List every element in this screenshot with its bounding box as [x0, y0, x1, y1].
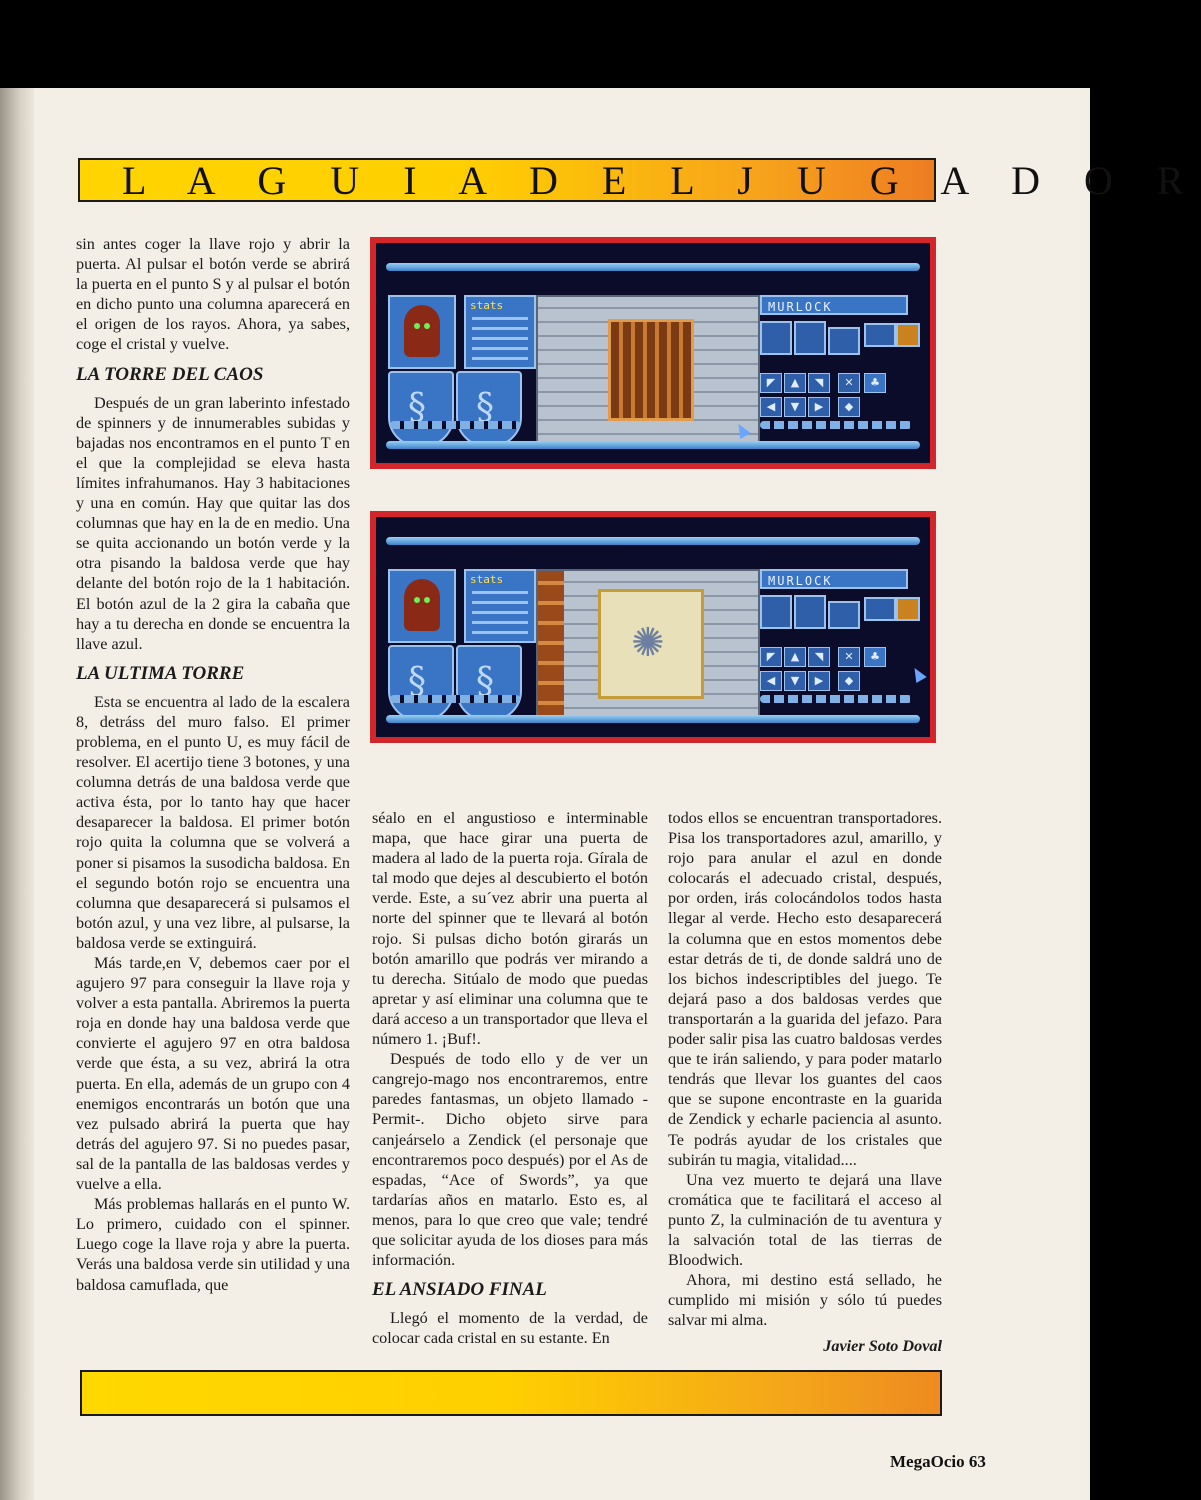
turn-left-icon: ◤ [760, 647, 782, 667]
book-icon [794, 321, 826, 355]
page-gutter [0, 88, 34, 1500]
book-icon [794, 595, 826, 629]
section-banner [78, 157, 1201, 203]
stats-panel [464, 295, 536, 369]
book-icon [760, 321, 792, 355]
author-signature: Javier Soto Doval [823, 1337, 942, 1356]
eye-icon [424, 323, 430, 329]
eye-icon [424, 597, 430, 603]
subheading: LA TORRE DEL CAOS [76, 363, 264, 385]
back-icon: ▼ [784, 397, 806, 417]
text-column-2 [372, 808, 648, 1348]
keys-icon [864, 323, 896, 347]
movement-arrows [760, 647, 920, 691]
chain-icon [760, 695, 912, 703]
section-title: L A G U I A D E L J U G A D O R [122, 157, 1201, 203]
hooded-figure-icon [404, 305, 440, 357]
paragraph: Más problemas hallarás en el punto W. Lo primero, cuidado con el spinner. Luego coge la llave roja y abre la puerta. Verás una baldosa verde sin utilidad y una baldosa camuflada, que [76, 1195, 350, 1294]
right-icon: ▶ [808, 397, 830, 417]
paragraph: Una vez muerto te dejará una llave cromática que te facilitará el acceso al punto Z, la culminación de tu aventura y la salvación total de las tierras de Bloodwich. [668, 1170, 942, 1270]
paragraph: Más tarde,en V, debemos caer por el agujero 97 para conseguir la llave roja y volver a esta pantalla. Abriremos la puerta roja en donde hay una baldosa verde que convierte el agujero 97 en otra baldosa verde que ésta, a su vez, abrirá la otra puerta. En ella, además de un grupo con 4 enemigos encontrarás un botón que una vez pulsado abrirá la puerta que hay detrás del agujero 97. Si no puedes pasar, sal de la pantalla de las baldosas verdes y vuelve a ella. [76, 954, 350, 1194]
game-screen [376, 243, 930, 463]
dungeon-wall [536, 569, 760, 723]
scroll-icon [828, 601, 860, 629]
turn-right-icon: ◥ [808, 647, 830, 667]
keys-icon [864, 597, 896, 621]
inventory-icons [760, 595, 920, 643]
book-icon [760, 595, 792, 629]
wooden-door-icon [608, 319, 694, 421]
cancel-icon: ✕ [838, 373, 860, 393]
game-screenshot-1 [370, 237, 936, 469]
subheading: EL ANSIADO FINAL [372, 1279, 547, 1301]
chain-icon [390, 421, 520, 429]
paragraph: Llegó el momento de la verdad, de colocar cada cristal en su estante. En [372, 1309, 648, 1348]
inventory-icons [760, 321, 920, 369]
character-name: MURLOCK [760, 295, 908, 315]
character-name: MURLOCK [760, 569, 908, 589]
right-icon: ▶ [808, 671, 830, 691]
movement-arrows [760, 373, 920, 417]
left-icon: ◀ [760, 397, 782, 417]
chest-icon [896, 323, 920, 347]
chain-icon [760, 421, 912, 429]
chain-icon [390, 695, 520, 703]
footer-bar [80, 1370, 942, 1416]
eye-icon [414, 597, 420, 603]
shield-icon [388, 371, 454, 447]
turn-right-icon: ◥ [808, 373, 830, 393]
text-column-3 [668, 808, 942, 1357]
hooded-figure-icon [404, 579, 440, 631]
left-icon: ◀ [760, 671, 782, 691]
game-screen [376, 517, 930, 737]
subheading: LA ULTIMA TORRE [76, 662, 245, 684]
shield-icon [456, 645, 522, 721]
turn-left-icon: ◤ [760, 373, 782, 393]
cancel-icon: ✕ [838, 647, 860, 667]
back-icon: ▼ [784, 671, 806, 691]
top-bar [386, 537, 920, 545]
paragraph: Después de un gran laberinto infestado de spinners y de innumerables subidas y bajadas nos encontramos en el punto T en el que la complejidad se eleva hasta límites infrahumanos. Hay 3 habitaciones y una en común. Hay que quitar las dos columnas que hay en la de en medio. Una se quita accionando un botón verde y la otra pisando la baldosa verde que hay delante del botón rojo de la 1 habitación. El botón azul de la 2 gira la cabaña que hay a tu derecha en donde se encuentra la llave azul. [76, 393, 350, 653]
brick-wall-icon [538, 571, 564, 721]
paragraph: Después de todo ello y de ver un cangrejo-mago nos encontraremos, entre paredes fantasmas, un objeto llamado -Permit-. Dicho objeto sirve para canjeárselo a Zendick (el personaje que encontraremos poco después) por el As de espadas, “Ace of Swords”, ya que tardarías años en matarlo. Esto es, al menos, para lo que creo que vale; tendré que solicitar ayuda de los dioses para más información. [372, 1050, 648, 1270]
stats-label: stats [470, 299, 504, 312]
chest-icon [896, 597, 920, 621]
bottom-bar [386, 715, 920, 723]
text-column-1 [76, 234, 350, 1295]
shield-icon [456, 371, 522, 447]
forward-icon: ▲ [784, 647, 806, 667]
eye-icon [414, 323, 420, 329]
character-portrait [388, 295, 456, 369]
forward-icon: ▲ [784, 373, 806, 393]
paragraph: todos ellos se encuentran transportadores. Pisa los transportadores azul, amarillo, y rojo para anular el azul en donde colocarás el adecuado cristal, después, por orden, irás colocándolos todos hasta llegar al verde. Hecho esto desaparecerá la columna que en estos momentos debe estar detrás de ti, de donde saldrá uno de los bichos indescriptibles del juego. Te dejará paso a dos baldosas verdes que transportarán a la guarida del jefazo. Para poder salir pisa las cuatro baldosas verdes que te irán saliendo, y para poder matarlo tendrás que llevar los guantes del caos que se supone encontraste en la guarida de Zendick y echarle paciencia al asunto. Te podrás ayudar de los cristales que subirán tu magia, vitalidad.... [668, 809, 942, 1169]
shield-small-icon: ◆ [838, 671, 860, 691]
paragraph: séalo en el angustioso e interminable mapa, que hace girar una puerta de madera al lado de la puerta roja. Gírala de tal modo que dejes al descubierto el botón verde. Este, a su´vez abrir una puerta al norte del spinner que te llevará al botón rojo. Si pulsas dicho botón girarás un botón amarillo que podrás ver mirando a tu derecha. Sitúalo de modo que puedas apretar y así eliminar una columna que te dará acceso a un transportador que lleva el número 1. ¡Buf!. [372, 809, 648, 1049]
top-bar [386, 263, 920, 271]
bottom-bar [386, 441, 920, 449]
club-icon: ♣ [864, 373, 886, 393]
stats-label: stats [470, 573, 504, 586]
game-screenshot-2 [370, 511, 936, 743]
shield-icon [388, 645, 454, 721]
paragraph: Esta se encuentra al lado de la escalera 8, detráss del muro falso. El primer problema, en el punto U, es muy fácil de resolver. El acertijo tiene 3 botones, y una columna detrás de una baldosa verde que activa ésta, por lo tanto hay que hacer desaparecer la baldosa. El primer botón rojo quita la columna que se volverá a poner si pisamos la susodicha baldosa. En el segundo botón rojo se encuentra una columna que desaparecerá si pulsamos el botón azul, y una vez libre, al pulsarse, la baldosa verde se extinguirá. [76, 692, 350, 952]
wall-tapestry-icon [598, 589, 704, 699]
paragraph: sin antes coger la llave rojo y abrir la puerta. Al pulsar el botón verde se abrirá la puerta en el punto S y al pulsar el botón en dicho punto una columna aparecerá en el origen de los rayos. Ahora, ya sabes, coge el cristal y vuelve. [76, 235, 350, 354]
club-icon: ♣ [864, 647, 886, 667]
scroll-icon [828, 327, 860, 355]
page-folio: MegaOcio 63 [890, 1452, 986, 1471]
paragraph: Ahora, mi destino está sellado, he cumplido mi misión y sólo tú puedes salvar mi alma. [668, 1271, 942, 1330]
character-portrait [388, 569, 456, 643]
dungeon-corridor [536, 295, 760, 449]
stats-panel [464, 569, 536, 643]
shield-small-icon: ◆ [838, 397, 860, 417]
